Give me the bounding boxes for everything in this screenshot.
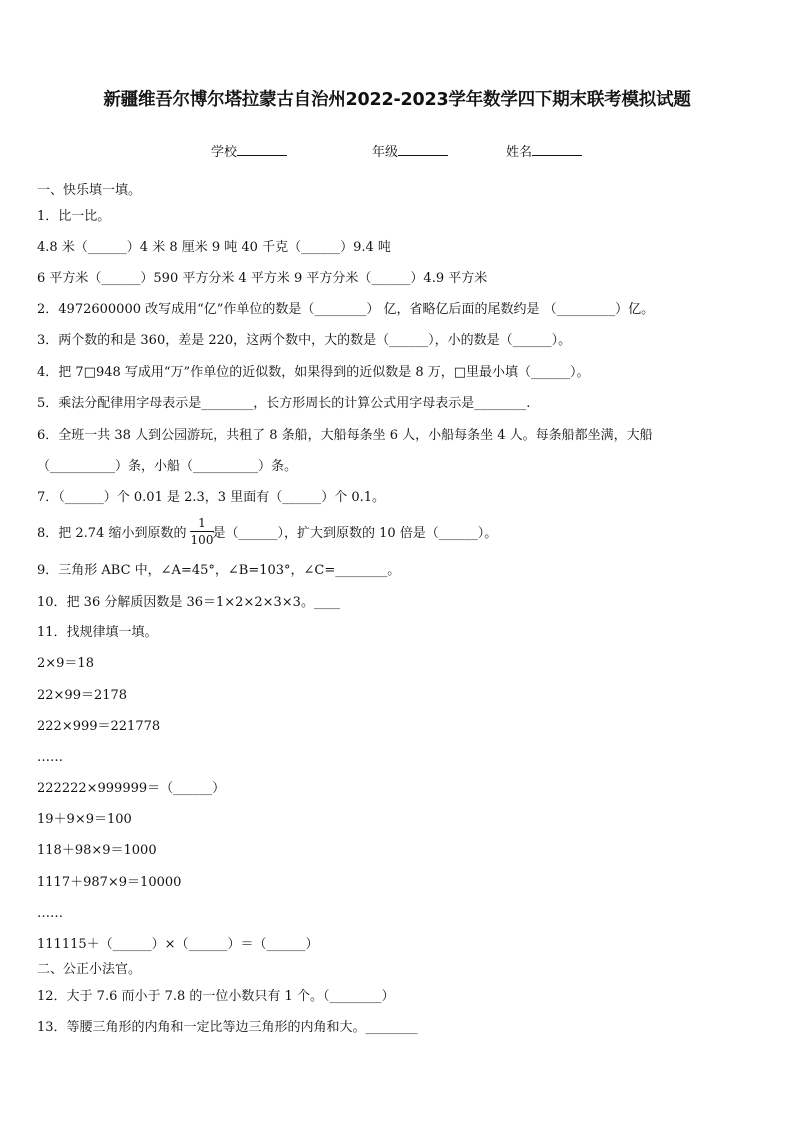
school-label: 学校 [211,145,238,160]
question-3: 3．两个数的和是 360，差是 220，这两个数中，大的数是（______），小的数是（______）。 [37,333,572,348]
school-field [211,141,287,160]
pattern-ellipsis-2: …… [37,906,63,921]
pattern-ellipsis-1: …… [37,750,63,765]
pattern-line-3: 222×999＝221778 [37,719,161,734]
fraction [190,516,214,547]
question-1-row-1: 4.8 米（______）4 米 8 厘米 9 吨 40 千克（______）9.4 吨 [37,240,391,255]
pattern-line-1: 2×9＝18 [37,656,94,671]
pattern-line-5: 19＋9×9＝100 [37,812,132,827]
page-title: 新疆维吾尔博尔塔拉蒙古自治州2022-2023学年数学四下期末联考模拟试题 [103,90,691,110]
section-1-heading: 一、快乐填一填。 [37,183,142,198]
question-2: 2．4972600000 改写成用“亿”作单位的数是（________） 亿，省略亿后面的尾数约是 （_________）亿。 [37,302,655,317]
section-2-heading: 二、公正小法官。 [37,962,142,977]
name-label: 姓名 [506,145,533,160]
pattern-line-7: 1117＋987×9＝10000 [37,875,182,890]
school-blank [237,145,287,156]
grade-field [372,141,448,160]
fraction-denominator: 100 [190,533,214,547]
name-blank [532,145,582,156]
pattern-line-2: 22×99＝2178 [37,688,128,703]
question-6: 6．全班一共 38 人到公园游玩，共租了 8 条船，大船每条坐 6 人，小船每条坐 4 人。每条船都坐满，大船 [37,428,653,443]
question-7: 7．（______）个 0.01 是 2.3，3 里面有（______）个 0.1。 [37,490,385,505]
question-1: 1．比一比。 [37,209,111,224]
question-12: 12．大于 7.6 而小于 7.8 的一位小数只有 1 个。（________） [37,989,395,1004]
question-5: 5．乘法分配律用字母表示是________，长方形周长的计算公式用字母表示是________. [37,396,531,411]
question-6-cont: （__________）条，小船（__________）条。 [37,459,298,474]
grade-blank [398,145,448,156]
question-9: 9．三角形 ABC 中，∠A=45°，∠B=103°，∠C=________。 [37,563,401,578]
pattern-line-6: 118＋98×9＝1000 [37,843,157,858]
pattern-line-8: 111115＋（______）×（______）＝（______） [37,937,319,952]
question-8 [37,526,497,542]
question-4: 4．把 7□948 写成用“万”作单位的近似数，如果得到的近似数是 8 万，□里最小填（______）。 [37,365,590,380]
pattern-line-4: 222222×999999＝（______） [37,781,226,796]
question-8-after: 是（______），扩大到原数的 10 倍是（______）。 [212,526,498,541]
question-8-before: 8．把 2.74 缩小到原数的 [37,526,187,541]
question-13: 13．等腰三角形的内角和一定比等边三角形的内角和大。________ [37,1020,418,1035]
grade-label: 年级 [372,145,399,160]
fraction-numerator: 1 [198,516,206,530]
question-10: 10．把 36 分解质因数是 36＝1×2×2×3×3。____ [37,595,340,610]
fraction-bar [190,531,214,532]
question-1-row-2: 6 平方米（______）590 平方分米 4 平方米 9 平方分米（______）4.9 平方米 [37,271,488,286]
question-11: 11．找规律填一填。 [37,625,158,640]
name-field [506,141,582,160]
